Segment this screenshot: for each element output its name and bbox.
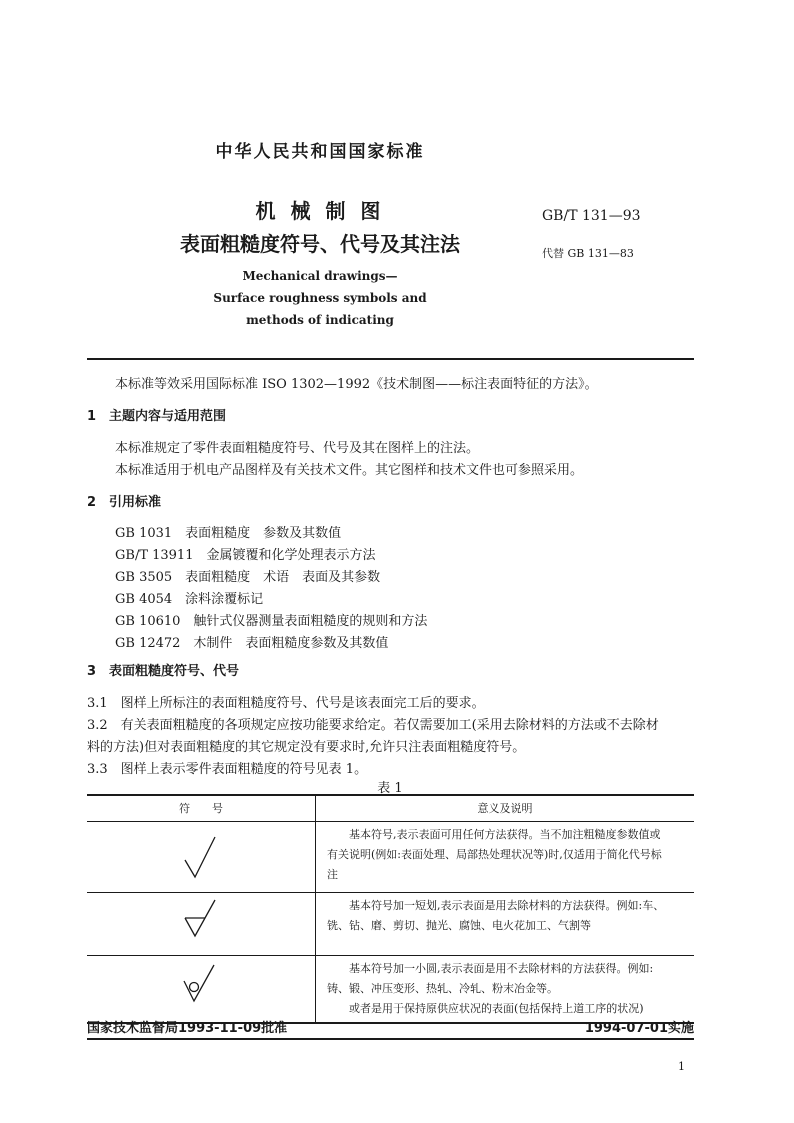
title-line-1: 机 械 制 图 [255, 199, 385, 223]
standard-number: GB/T 131—93 [542, 208, 641, 224]
clause-3-1: 3.1 图样上所标注的表面粗糙度符号、代号是该表面完工后的要求。 [87, 696, 485, 711]
replaces-standard: 代替 GB 131—83 [542, 247, 634, 260]
section-1-heading: 1 主题内容与适用范围 [87, 409, 227, 424]
reference-item: GB 12472 木制件 表面粗糙度参数及其数值 [115, 636, 389, 651]
paragraph: 本标准规定了零件表面粗糙度符号、代号及其在图样上的注法。 [115, 441, 480, 456]
meaning-line: 铸、锻、冲压变形、热轧、冷轧、粉末冶金等。 [327, 982, 558, 995]
clause-3-3: 3.3 图样上表示零件表面粗糙度的符号见表 1。 [87, 762, 368, 777]
no-material-removal-symbol-icon [87, 959, 315, 1015]
approval-date: 国家技术监督局1993-11-09批准 [87, 1021, 288, 1036]
column-header-symbol: 符 号 [87, 795, 316, 822]
meaning-line: 注 [327, 868, 338, 881]
symbol-table [87, 794, 694, 1024]
meaning-cell [316, 893, 695, 956]
paragraph: 本标准适用于机电产品图样及有关技术文件。其它图样和技术文件也可参照采用。 [115, 463, 584, 478]
symbol-cell [87, 956, 316, 1024]
clause-3-2-line-2: 料的方法)但对表面粗糙度的其它规定没有要求时,允许只注表面粗糙度符号。 [87, 740, 526, 755]
english-title [170, 265, 470, 331]
footer-rule [87, 1038, 694, 1040]
section-3-heading: 3 表面粗糙度符号、代号 [87, 664, 240, 679]
page-number: 1 [678, 1060, 685, 1073]
english-title-line: Surface roughness symbols and [213, 291, 427, 305]
english-title-line: methods of indicating [246, 313, 394, 327]
table-row [87, 822, 694, 893]
meaning-line: 基本符号加一小圆,表示表面是用不去除材料的方法获得。例如: [349, 962, 654, 975]
meaning-line: 铣、钻、磨、剪切、抛光、腐蚀、电火花加工、气割等 [327, 919, 591, 932]
reference-list [115, 523, 427, 655]
reference-item: GB 1031 表面粗糙度 参数及其数值 [115, 526, 342, 541]
reference-item: GB 4054 涂料涂覆标记 [115, 592, 264, 607]
table-caption: 表 1 [377, 781, 403, 796]
basic-roughness-symbol-icon [87, 825, 315, 885]
meaning-cell [316, 956, 695, 1024]
meaning-line: 有关说明(例如:表面处理、局部热处理状况等)时,仅适用于简化代号标 [327, 848, 662, 861]
symbol-cell [87, 893, 316, 956]
column-header-meaning: 意义及说明 [316, 795, 695, 822]
table-header-row [87, 795, 694, 822]
title-line-2: 表面粗糙度符号、代号及其注法 [180, 232, 460, 256]
intro-text: 本标准等效采用国际标准 ISO 1302—1992《技术制图——标注表面特征的方法》。 [115, 377, 598, 392]
reference-item: GB 10610 触针式仪器测量表面粗糙度的规则和方法 [115, 614, 428, 629]
meaning-line: 基本符号,表示表面可用任何方法获得。当不加注粗糙度参数值或 [349, 828, 661, 841]
material-removal-symbol-icon [87, 896, 315, 948]
reference-item: GB/T 13911 金属镀覆和化学处理表示方法 [115, 548, 376, 563]
section-2-heading: 2 引用标准 [87, 495, 162, 510]
reference-item: GB 3505 表面粗糙度 术语 表面及其参数 [115, 570, 381, 585]
meaning-cell [316, 822, 695, 893]
clause-3-2-line-1: 3.2 有关表面粗糙度的各项规定应按功能要求给定。若仅需要加工(采用去除材料的方法或不去除材 [87, 718, 659, 733]
header-rule [87, 358, 694, 360]
issuing-org: 中华人民共和国国家标准 [215, 142, 425, 162]
symbol-cell [87, 822, 316, 893]
table-row [87, 893, 694, 956]
english-title-line: Mechanical drawings— [242, 269, 398, 283]
effective-date: 1994-07-01实施 [584, 1021, 694, 1036]
table-row [87, 956, 694, 1024]
meaning-line: 或者是用于保持原供应状况的表面(包括保持上道工序的状况) [349, 1002, 644, 1015]
meaning-line: 基本符号加一短划,表示表面是用去除材料的方法获得。例如:车、 [349, 899, 665, 912]
